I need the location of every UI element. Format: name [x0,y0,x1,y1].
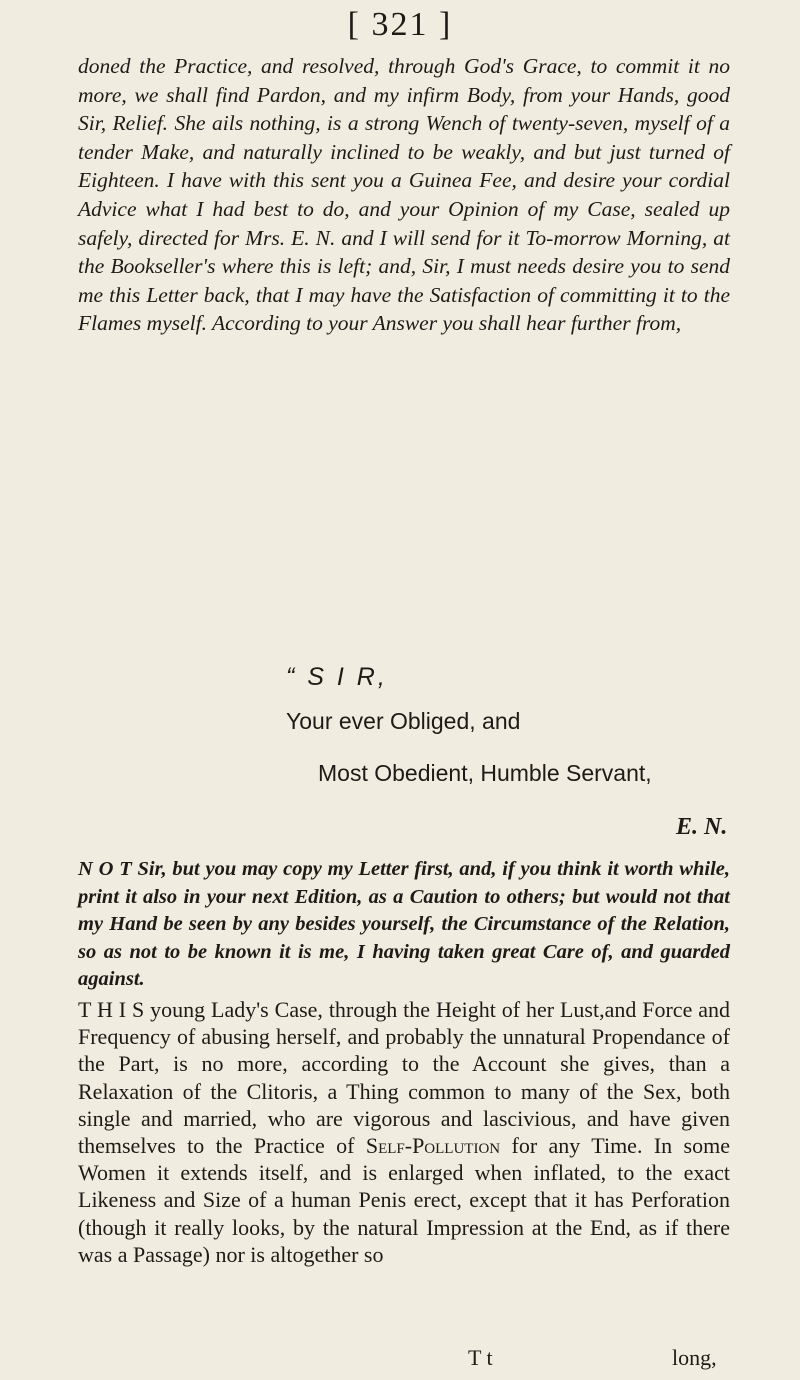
letter-greeting: “ S I R, [286,663,388,691]
body-smallcaps-term: Self-Pollution [365,1133,501,1159]
page-footer [0,1345,800,1375]
postscript-paragraph: N O T Sir, but you may copy my Letter first, and, if you think it worth while, print it also in your next Edition, as a Caution to others; but would not that my Hand be seen by any besides yourself, the Circumstance of the Relation, so as not to be known it is me, I having taken great Care of, and guarded against. [78,858,730,991]
letter-text: doned the Practice, and resolved, through God's Grace, to commit it no more, we shall find Pardon, and my infirm Body, from your Hands, good Sir, Relief. She ails nothing, is a strong Wench of twenty-seven, myself of a tender Make, and naturally inclined to be weakly, and but just turned of Eighteen. I have with this sent you a Guinea Fee, and desire your cordial Advice what I had best to do, and your Opinion of my Case, sealed up safely, directed for Mrs. E. N. and I will send for it To-morrow Morning, at the Bookseller's where this is left; and, Sir, I must needs desire you to send me this Letter back, that I may have the Satisfaction of committing it to the Flames myself. According to your Answer you shall hear further from, [78,54,730,336]
body-paragraph [78,996,730,1268]
body-text-end: for any Time. In some Women it extends itself, and is enlarged when inflated, to the exact Likeness and Size of a human Penis erect, except that it has Perforation (though it really looks, by the natural Impression at the End, as if there was a Passage) nor is altogether so [78,1133,730,1267]
page-number: [ 321 ] [347,6,453,43]
body-text-start: T H I S young Lady's Case, through the Height of her Lust,and Force and Frequency of abusing herself, and probably the unnatural Propendance of the Part, is no more, according to the Account she gives, than a Relaxation of the Clitoris, a Thing common to many of the Sex, both single and married, who are vigorous and lascivious, and have given themselves to the Practice of [78,997,730,1159]
closing-line-1: Your ever Obliged, and [286,708,521,734]
letter-signature: E. N. [676,814,728,840]
catchword: long, [672,1345,717,1370]
closing-line-2: Most Obedient, Humble Servant, [318,760,652,786]
signature-mark: T t [468,1345,493,1370]
